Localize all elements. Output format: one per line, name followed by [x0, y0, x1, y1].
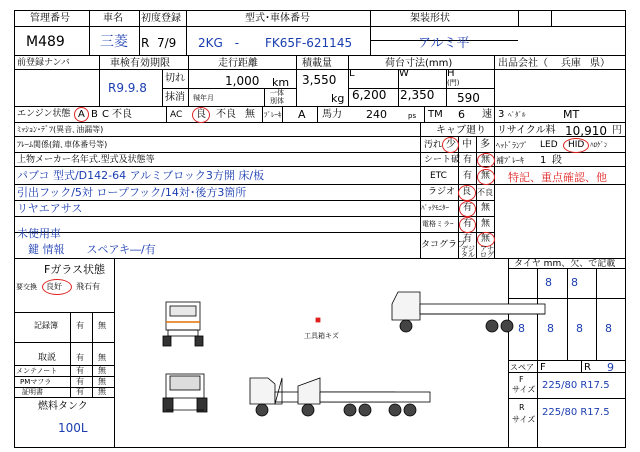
tacho-ana: アナ — [480, 245, 494, 253]
inspect-cut: 切れ — [165, 73, 185, 84]
dealer-label: 出品会社（ — [498, 58, 548, 69]
cab-dirt: 汚れ — [424, 140, 443, 150]
fglass-good-circle — [42, 279, 72, 295]
mirror-yes-circle — [459, 217, 476, 233]
tire-title: タイヤ mm、欠、で記載 — [514, 259, 616, 269]
engine-A-circle — [74, 107, 89, 122]
engine-A: A — [78, 109, 85, 120]
hdr-body-type: 架装形状 — [410, 13, 450, 24]
manual-label: 取説 — [38, 353, 57, 363]
power-label: 馬力 — [322, 109, 342, 120]
dealer-pref-suffix: 県） — [590, 58, 610, 69]
proof-label: 証明書 — [22, 388, 43, 396]
headlamp-led: LED — [540, 140, 558, 150]
body-line1: パブコ 型式/D142-64 アルミブロック3方開 床/板 — [17, 169, 265, 182]
reg-era: R — [141, 36, 150, 50]
body-line4: 未使用車 — [17, 227, 61, 240]
cab-title: キャブ廻り — [436, 125, 486, 136]
ac-label: AC — [170, 110, 183, 120]
pedal-label: ﾍﾟﾀﾞﾙ — [508, 111, 526, 119]
ac-good: 良 — [196, 109, 206, 120]
bed-W: 2,350 — [400, 88, 435, 102]
backmon-yes: 有 — [463, 203, 473, 213]
recycle-yen: 円 — [612, 125, 622, 136]
tire-front-left: 8 — [545, 276, 552, 289]
mileage-note1: 一体 — [270, 89, 284, 97]
seat-no-circle — [477, 153, 495, 168]
pm-label: PMマフラ — [20, 378, 52, 386]
power-unit: ps — [408, 112, 417, 120]
spare-label: スペア — [510, 363, 534, 372]
tire-rear-2: 8 — [547, 322, 554, 335]
tm-value: 6 — [458, 108, 465, 121]
tire-rear-3: 8 — [576, 322, 583, 335]
proof-yes: 有 — [76, 387, 84, 396]
dealer-pref: 兵庫 — [561, 58, 581, 69]
mileage-note2: 別体 — [270, 97, 284, 105]
remarks-title: 特記、重点確認、他 — [508, 171, 607, 184]
recycle-value: 10,910 — [565, 124, 607, 138]
r-size-l2: サイズ — [512, 415, 536, 424]
proof-no: 無 — [98, 387, 106, 396]
cab-back-monitor: ﾊﾞｯｸﾓﾆﾀｰ — [421, 204, 449, 212]
tire-rear-4: 8 — [605, 322, 612, 335]
backmon-yes-circle — [459, 201, 476, 217]
f-size-l1: F — [519, 375, 524, 384]
tacho-digi: デジ — [461, 245, 475, 253]
manual-no: 無 — [98, 353, 106, 362]
etc-no: 無 — [481, 171, 491, 181]
brake-value: A — [298, 108, 306, 121]
brake-label: ﾌﾞﾚｰｷ — [264, 111, 282, 119]
tire-front-right: 8 — [571, 276, 578, 289]
bed-H: 590 — [457, 91, 480, 105]
upper-label: 上物メーカー名年式.型式及状態等 — [17, 155, 155, 165]
body-line5: 鍵 情報 スペアキ―/有 — [28, 243, 156, 256]
frame-label: ﾌﾚｰﾑ関係(錆､車体番号等) — [17, 140, 108, 149]
headlamp-hid-circle — [563, 138, 589, 153]
radio-good: 良 — [462, 187, 472, 197]
engine-C: C — [102, 109, 109, 120]
aux-brake-unit: 段 — [552, 155, 562, 166]
tm-label: TM — [428, 109, 443, 120]
mileage-value: 1,000 — [225, 74, 260, 88]
body-type: アルミ平 — [418, 36, 470, 51]
bed-H-sub: (門) — [447, 79, 460, 87]
fglass-chip: 飛石有 — [76, 282, 100, 291]
engine-label: エンジン状態 — [17, 109, 71, 119]
cab-radio: ラジオ — [428, 187, 456, 197]
seat-yes: 有 — [463, 155, 473, 165]
fglass-swap: 要交換 — [16, 283, 37, 291]
hdr-mgmt-no: 管理番号 — [30, 13, 70, 24]
cab-tacho: タコグラフ — [421, 240, 467, 250]
maint-no: 無 — [98, 366, 106, 375]
cab-little-circle — [442, 137, 459, 153]
hdr-mileage: 走行距離 — [218, 58, 258, 69]
engine-B: B — [91, 109, 98, 120]
r-size: 225/80 R17.5 — [542, 407, 610, 418]
model-code: 2KG - — [198, 36, 240, 50]
hdr-prev-plate: 前登録ナンバ — [17, 58, 70, 68]
cab-little: 少 — [446, 139, 456, 150]
etc-no-circle — [477, 169, 495, 185]
load-unit: kg — [331, 92, 345, 105]
tm-unit: 速 — [482, 109, 492, 120]
cab-mirror: 電格ミラｰ — [422, 220, 454, 228]
hdr-bed-dims: 荷台寸法(mm) — [385, 58, 453, 69]
tool-box-label: 工具箱キズ — [304, 332, 339, 340]
ac-good-circle — [192, 107, 210, 123]
fuel-label: 燃料タンク — [38, 401, 88, 412]
ac-none: 無 — [245, 109, 255, 120]
radio-good-circle — [458, 185, 476, 201]
pedal-no: 3 — [498, 109, 505, 120]
bed-L: 6,200 — [352, 88, 387, 102]
body-line2: 引出フック/5対 ロープフック/14対･後方3箇所 — [17, 186, 247, 199]
cab-mid: 中 — [462, 139, 472, 150]
pm-no: 無 — [98, 377, 106, 386]
r-size-l1: R — [519, 403, 525, 412]
headlamp-hid: HID — [568, 140, 585, 150]
spare-R: R — [584, 362, 591, 373]
spare-value: 9 — [607, 361, 614, 374]
engine-bad: 不良 — [112, 109, 132, 120]
mgmt-no: M489 — [26, 34, 65, 50]
maker: 三菱 — [100, 34, 128, 50]
inspect-year-month: ㍻年月 — [193, 94, 214, 102]
hdr-model: 型式･車体番号 — [245, 13, 310, 24]
backmon-no: 無 — [481, 203, 491, 213]
tacho-yes: 有 — [463, 234, 473, 244]
chassis-no: FK65F-621145 — [265, 36, 353, 50]
mirror-yes: 有 — [463, 219, 473, 229]
f-size: 225/80 R17.5 — [542, 380, 610, 391]
manual-yes: 有 — [76, 353, 84, 362]
bed-H-label: H — [447, 68, 455, 79]
hdr-inspection: 車検有効期限 — [110, 58, 170, 69]
fglass-title: Fガラス状態 — [44, 263, 105, 276]
aux-brake-value: 1 — [540, 155, 547, 166]
ac-bad: 不良 — [216, 109, 236, 120]
f-size-l2: サイズ — [512, 385, 536, 394]
mileage-unit: km — [272, 76, 290, 89]
cab-many: 多 — [480, 139, 490, 150]
mission-label: ﾐｯｼｮﾝ･ﾃﾞﾌ(異音､油漏等) — [17, 125, 104, 134]
tacho-log: ログ — [480, 251, 494, 259]
radio-bad: 不良 — [477, 188, 493, 197]
bed-W-label: W — [399, 68, 409, 79]
recycle-label: リサイクル料 — [497, 125, 556, 136]
reg-date: 7/9 — [157, 36, 177, 50]
hdr-maker: 車名 — [103, 13, 123, 24]
bed-L-label: L — [349, 68, 355, 79]
headlamp-label: ﾍｯﾄﾞﾗﾝﾌﾟ — [496, 141, 528, 150]
power-value: 240 — [366, 108, 387, 121]
transmission: MT — [563, 108, 580, 121]
aux-brake-label: 補ﾌﾞﾚｰｷ — [496, 156, 524, 165]
spare-F: F — [540, 362, 546, 373]
tacho-tal: タル — [461, 251, 475, 259]
fuel-value: 100L — [58, 421, 88, 435]
headlamp-halogen: ﾊﾛｹﾞﾝ — [590, 141, 608, 149]
pm-yes: 有 — [76, 377, 84, 386]
record-no: 無 — [98, 321, 106, 330]
truck-diagram — [163, 292, 545, 416]
mirror-no: 無 — [481, 219, 491, 229]
inspection-expiry: R9.9.8 — [108, 81, 147, 95]
body-line3: リヤエアサス — [17, 202, 83, 215]
maint-yes: 有 — [76, 366, 84, 375]
record-yes: 有 — [76, 321, 84, 330]
seat-no: 無 — [481, 155, 491, 165]
cab-seat: シート破 — [424, 155, 461, 165]
cab-etc: ETC — [430, 171, 447, 181]
hdr-first-reg: 初度登録 — [141, 13, 181, 24]
load-value: 3,550 — [302, 73, 337, 87]
record-label: 記録簿 — [34, 321, 58, 330]
tire-rear-1: 8 — [518, 322, 525, 335]
inspect-cancel: 抹消 — [165, 92, 185, 103]
maint-label: メンテノート — [16, 367, 58, 375]
hdr-load: 積載量 — [302, 58, 332, 69]
tacho-no: 無 — [481, 234, 491, 244]
etc-yes: 有 — [463, 171, 473, 181]
fglass-good: 良好 — [46, 282, 62, 291]
